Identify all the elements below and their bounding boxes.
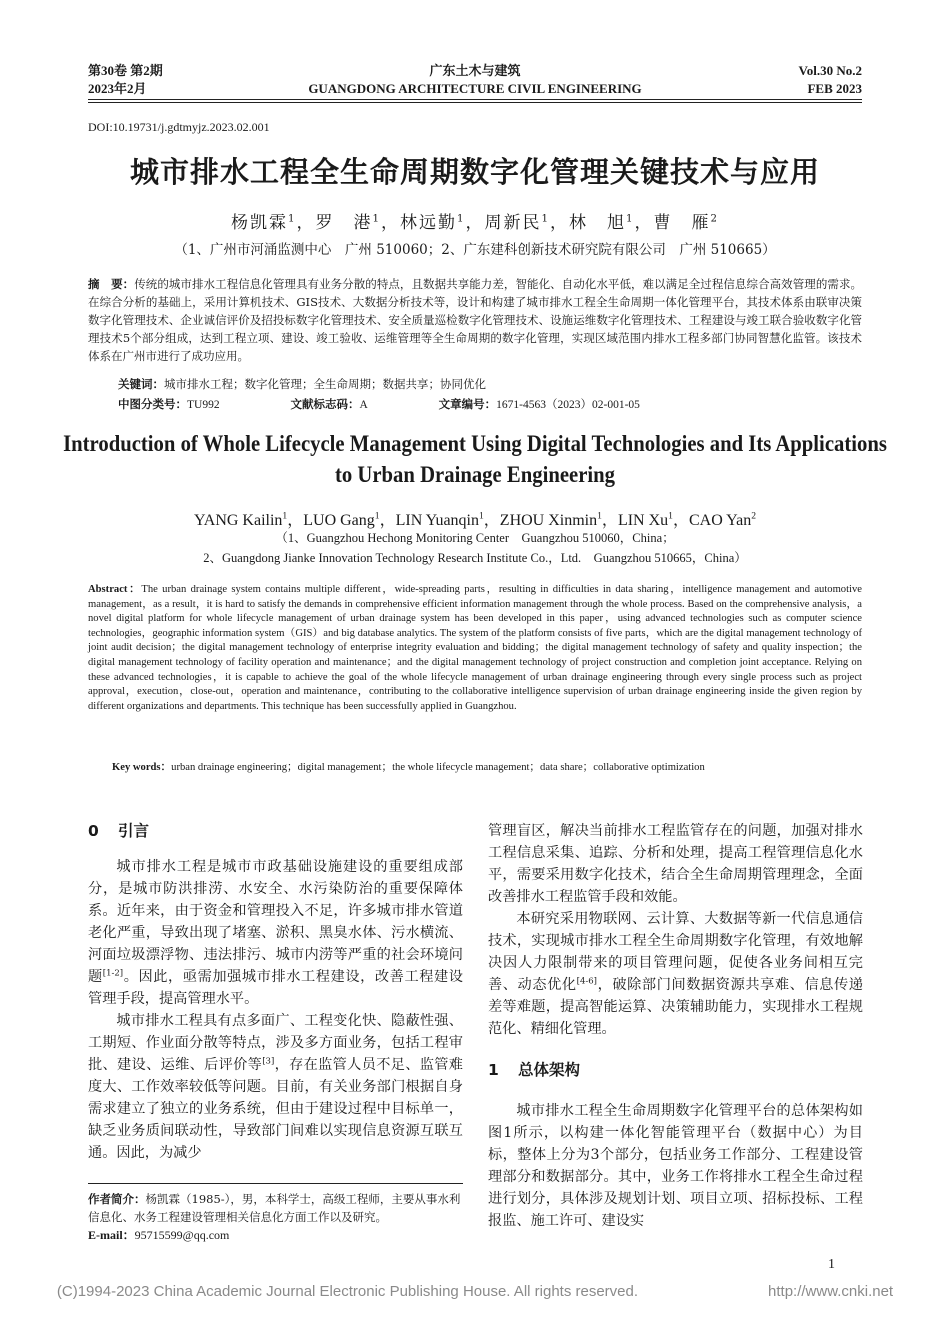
abstract-en (88, 583, 862, 714)
abstract-en-label: Abstract： (88, 584, 142, 595)
keywords-en-text: urban drainage engineering；digital management；the whole lifecycle management；data share；collaborative optimization (171, 762, 705, 773)
affiliation-en: （1、Guangzhou Hechong Monitoring Center Guangzhou 510060，China； 2、Guangdong Jianke Innovation Technology Research Institute Co.，Ltd. Guangzhou 510665，China） (203, 531, 747, 565)
author-en: LUO Gang$^1$ (303, 510, 380, 529)
keywords-cn-label: 关键词： (118, 377, 164, 391)
keywords-cn (118, 376, 486, 392)
citation[interactable]: [1-2] (102, 968, 124, 979)
body-left-column (88, 820, 463, 1164)
title-cn: 城市排水工程全生命周期数字化管理关键技术与应用 (129, 155, 820, 189)
title-en: Introduction of Whole Lifecycle Management Using Digital Technologies and Its Applications to Urban Drainage Engineering (63, 431, 887, 487)
cnki-link[interactable]: http://www.cnki.net (768, 1283, 894, 1300)
author-email[interactable]: E-mail：95715599@qq.com (88, 1228, 230, 1242)
article-number: 文章编号：1671-4563（2023）02-001-05 (438, 397, 640, 411)
author-cn: 林 旭$^1$ (568, 213, 635, 233)
author-cn: 杨凯霖$^1$ (231, 213, 297, 233)
keywords-cn-text: 城市排水工程；数字化管理；全生命周期；数据共享；协同优化 (164, 377, 486, 391)
paragraph: 城市排水工程全生命周期数字化管理平台的总体架构如图1所示，以构建一体化智能管理平台（数据中心）为目标，整体上分为3个部分，包括业务工作部分、工程建设管理部分和数据部分。其中，业务工作将排水工程全生命过程进行划分，具体涉及规划计划、项目立项、招标投标、工程报监、施工许可、建设实 (488, 1103, 863, 1229)
author-en: CAO Yan$^2$ (688, 510, 757, 529)
author-cn: 曹 雁$^2$ (653, 213, 719, 233)
journal-name: 广东土木与建筑 GUANGDONG ARCHITECTURE CIVIL ENGINEERING (308, 63, 642, 96)
author-en: ZHOU Xinmin$^1$ (499, 510, 602, 529)
authors-cn: 杨凯霖$^1$，罗 港$^1$，林远勤$^1$，周新民$^1$，林 旭$^1$，曹 雁$^2$ (231, 213, 719, 233)
paragraph: 管理盲区，解决当前排水工程监管存在的问题，加强对排水工程信息采集、追踪、分析和处理，提高工程管理信息化水平，需要采用数字化技术，结合全生命周期管理理念，全面改善排水工程监管手段和效能。 (488, 823, 863, 905)
classification-line (118, 396, 708, 412)
keywords-en (112, 759, 705, 774)
author-cn: 林远勤$^1$ (400, 213, 466, 233)
author-cn: 周新民$^1$ (484, 213, 550, 233)
abstract-en-text: The urban drainage system contains multiple different，wide-spreading parts，resulting in difficulties in data sharing，intelligence management and automotive management，as a result，it is hard to satisfy the demands in comprehensive efficient information management through the whole process. Based on the comprehensive analysis，a novel digital platform for whole lifecycle management of urban drainage system has been developed in this paper，using advanced technologies such as computer science technologies，geographic information system（GIS）and big database analytics. The system of the platform consists of five parts，which are the digital management technology of joint audit decision；the digital management technology of enterprise integrity evaluation and bidding；the digital management technology of safety and quality inspection；the digital management technology of facility operation and maintenance；and the digital management technology of project construction and completion joint acceptance. Relying on these advanced technologies，it is capable to achieve the goal of the whole lifecycle management of urban drainage engineering through every single process such as project approval，execution，close-out，operation and maintenance，contributing to the collaborative intelligence supervision of urban drainage engineering inside the given region by different organizations and departments. This technique has been successfully applied in Guangzhou. (88, 584, 862, 712)
citation[interactable]: [3] (262, 1056, 275, 1067)
author-en: YANG Kailin$^1$ (193, 510, 288, 529)
author-cn: 罗 港$^1$ (315, 213, 382, 233)
authors-en: YANG Kailin$^1$，LUO Gang$^1$，LIN Yuanqin$^1$，ZHOU Xinmin$^1$，LIN Xu$^1$，CAO Yan$^2$ (193, 510, 757, 529)
journal-issue-cn: 第30卷 第2期 2023年2月 (88, 63, 163, 96)
doi[interactable]: DOI:10.19731/j.gdtmyjz.2023.02.001 (88, 120, 270, 134)
abstract-cn (88, 275, 862, 365)
clc-number: 中图分类号：TU992 (118, 397, 220, 411)
citation[interactable]: [4-6] (576, 976, 597, 987)
section-heading: 1 总体架构 (488, 1061, 581, 1079)
author-footnote: 作者简介：杨凯霖（1985-），男，本科学士，高级工程师，主要从事水利信息化、水务工程建设管理相关信息化方面工作以及研究。 E-mail：95715599@qq.com (88, 1190, 463, 1244)
paragraph: 本研究采用物联网、云计算、大数据等新一代信息通信技术，实现城市排水工程全生命周期数字化管理，有效地解决因人力限制带来的项目管理问题，促使各业务间相互完善、动态优化[4-6]，破除部门间数据资源共享难、信息传递差等难题，提高智能运算、决策辅助能力，实现排水工程规范化、精细化管理。 (488, 911, 863, 1037)
author-en: LIN Yuanqin$^1$ (395, 510, 484, 529)
footnote-rule (88, 1183, 463, 1184)
affiliation-cn: （1、广州市河涌监测中心 广州 510060；2、广东建科创新技术研究院有限公司 广州 510665） (174, 242, 776, 258)
paragraph: 城市排水工程具有点多面广、工程变化快、隐蔽性强、工期短、作业面分散等特点，涉及多方面业务，包括工程审批、建设、运维、后评价等[3]，存在监管人员不足、监管难度大、工作效率较低等问题。目前，有关业务部门根据自身需求建立了独立的业务系统，但由于建设过程中目标单一，缺乏业务质间联动性，导致部门间难以实现信息资源互联互通。因此，为减少 (88, 1013, 463, 1161)
page-number: 1 (828, 1257, 835, 1272)
paragraph: 城市排水工程是城市市政基础设施建设的重要组成部分，是城市防洪排涝、水安全、水污染防治的重要保障体系。近年来，由于资金和管理投入不足，许多城市排水管道老化严重，导致出现了堵塞、淤积、黑臭水体、污水横流、河面垃圾漂浮物、违法排污、城市内涝等严重的社会环境问题[1-2]。因此，亟需加强城市排水工程建设，改善工程建设管理手段，提高管理水平。 (88, 859, 463, 1007)
header-rule (88, 99, 862, 100)
abstract-cn-text: 传统的城市排水工程信息化管理具有业务分散的特点，且数据共享能力差，智能化、自动化水平低，难以满足全过程信息综合高效管理的需求。在综合分析的基础上，采用计算机技术、GIS技术、大数据分析技术等，设计和构建了城市排水工程全生命周期一体化管理平台，其技术体系由联审决策数字化管理技术、企业诚信评价及招投标数字化管理技术、安全质量巡检数字化管理技术、设施运维数字化管理技术、工程建设与竣工联合验收数字化管理技术5个部分组成，达到工程立项、建设、竣工验收、运维管理等全生命周期的数字化管理，实现区域范围内排水工程多部门协同智慧化监管。该技术体系在广州市进行了成功应用。 (88, 277, 862, 363)
header-rule-thin (88, 102, 862, 103)
body-right-column (488, 820, 863, 1232)
abstract-cn-label: 摘 要： (88, 277, 135, 291)
author-en: LIN Xu$^1$ (617, 510, 673, 529)
journal-issue-en: Vol.30 No.2 FEB 2023 (798, 63, 862, 96)
copyright-watermark: (C)1994-2023 China Academic Journal Electronic Publishing House. All rights reserved. http://www.cnki.net (56, 1283, 894, 1300)
keywords-en-label: Key words： (112, 762, 172, 773)
section-heading: 0 引言 (88, 822, 150, 840)
document-code: 文献标志码：A (290, 397, 368, 411)
